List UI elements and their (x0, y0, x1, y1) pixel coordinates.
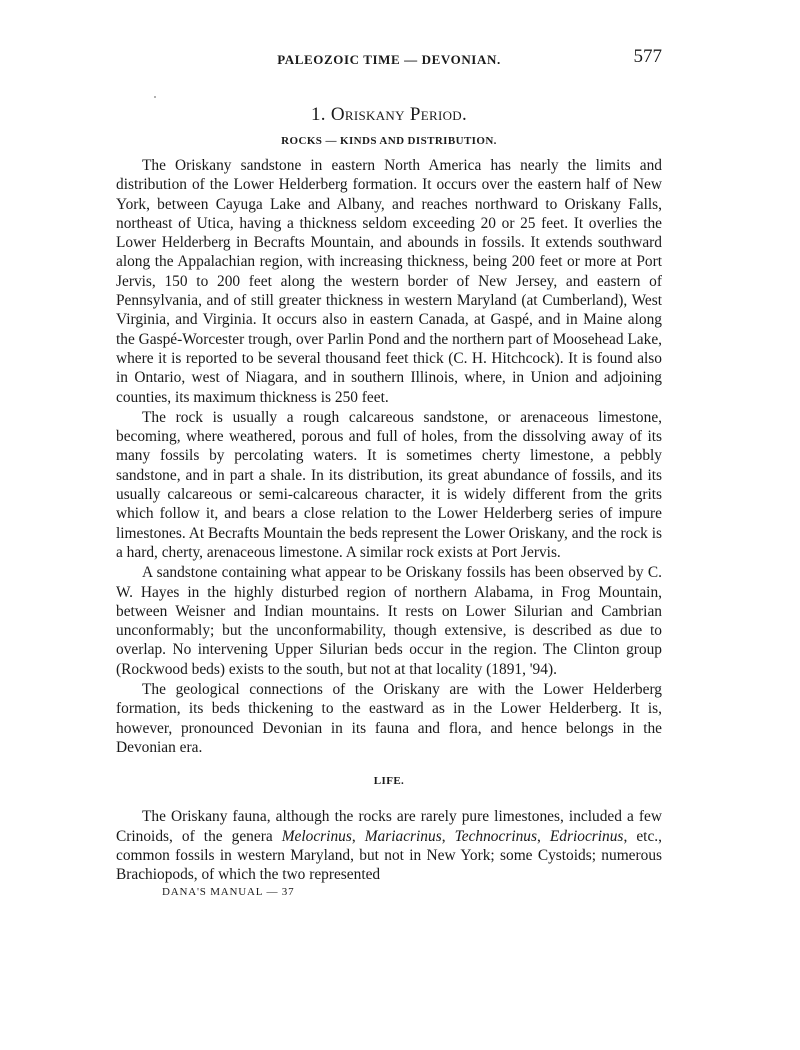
running-head (116, 40, 662, 66)
paragraph-fauna (116, 807, 662, 884)
running-title: PALEOZOIC TIME — DEVONIAN. (277, 52, 501, 67)
fauna-text-start: The Oriskany fauna, although the rocks are rarely pure limestones, included a few Crinoids, of the genera (116, 808, 662, 845)
printer-signature: DANA'S MANUAL — 37 (162, 886, 295, 899)
fauna-text-end: , etc., common fossils in western Maryland, but not in New York; some Cystoids; numerous Brachiopods, of which the two represented (116, 827, 662, 884)
paragraph-geological-connections: The geological connections of the Oriskany are with the Lower Helderberg formation, its beds thickening to the eastward as in the Lower Helderberg. It is, however, pronounced Devonian in its fauna and flora, and hence belongs in the Devonian era. (116, 681, 662, 756)
genus-edriocrinus: Edriocrinus (549, 827, 624, 845)
rocks-section-heading: ROCKS — KINDS AND DISTRIBUTION. (281, 135, 497, 147)
book-page (116, 40, 662, 898)
period-title (116, 104, 662, 126)
genus-mariacrinus: Mariacrinus (364, 827, 442, 845)
paragraph-rock-character: The rock is usually a rough calcareous sandstone, or arenaceous limestone, becoming, where weathered, porous and full of holes, from the dissolving away of its many fossils by percolating waters. It is sometimes cherty limestone, a pebbly sandstone, and in part a shale. In its distribution, its great abundance of fossils, and its usually calcareous or semi-calcareous character, it is widely different from the grits which follow it, and bears a close relation to the Lower Helderberg series of impure limestones. At Becrafts Mountain the beds represent the Lower Oriskany, and the rock is a hard, cherty, arenaceous limestone. A similar rock exists at Port Jervis. (116, 408, 662, 561)
life-section-heading: LIFE. (373, 775, 405, 788)
paragraph-distribution: The Oriskany sandstone in eastern North America has nearly the limits and distribution of the Lower Helderberg formation. It occurs over the eastern half of New York, between Cayuga Lake and Albany, and reaches northward to Oriskany Falls, northeast of Utica, having a thickness seldom exceeding 20 or 25 feet. It overlies the Lower Helderberg in Becrafts Mountain, and abounds in fossils. It extends southward along the Appalachian region, with increasing thickness, being 200 feet or more at Port Jervis, 150 to 200 feet along the western border of New Jersey, and eastern of Pennsylvania, and of still greater thickness in western Maryland (at Cumberland), West Virginia, and Virginia. It occurs also in eastern Canada, at Gaspé, and in Maine along the Gaspé-Worcester trough, over Parlin Pond and the northern part of Moosehead Lake, where it is reported to be several thousand feet thick (C. H. Hitchcock). It is found also in Ontario, west of Niagara, and in southern Illinois, where, in Union and adjoining counties, its maximum thickness is 250 feet. (116, 157, 662, 406)
dot-mark (154, 96, 156, 98)
page-number: 577 (633, 46, 662, 67)
genus-melocrinus: Melocrinus (281, 827, 352, 845)
separator: , (351, 827, 365, 845)
genus-technocrinus: Technocrinus (454, 827, 537, 845)
period-name: Oriskany Period. (330, 104, 467, 125)
period-number: 1. (310, 104, 326, 125)
separator: , (441, 827, 455, 845)
paragraph-alabama: A sandstone containing what appear to be Oriskany fossils has been observed by C. W. Hayes in the highly disturbed region of northern Alabama, in Frog Mountain, between Weisner and Indian mountains. It rests on Lower Silurian and Cambrian unconformably; but the unconformability, though extensive, is described as due to overlap. No intervening Upper Silurian beds occur in the region. The Clinton group (Rockwood beds) exists to the south, but not at that locality (1891, '94). (116, 564, 662, 678)
separator: , (536, 827, 550, 845)
